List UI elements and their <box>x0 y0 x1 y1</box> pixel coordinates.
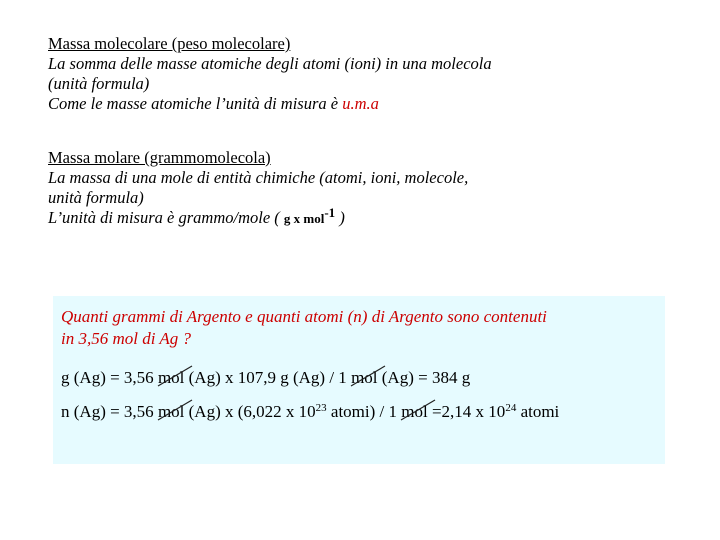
cancelled-unit-text: mol <box>401 402 428 421</box>
cancel-stroke <box>156 396 192 424</box>
unit-line <box>48 94 492 114</box>
cancelled-unit <box>351 368 377 388</box>
equation-text: (Ag) = 384 g <box>377 368 471 387</box>
exponent: 23 <box>315 402 327 414</box>
cancelled-unit-text: mol <box>351 368 378 387</box>
equation-text: (Ag) x 107,9 g (Ag) / 1 <box>184 368 352 387</box>
unit-line-text: L’unità di misura è grammo/mole ( <box>48 208 284 227</box>
unit-line <box>48 205 468 229</box>
equation-grams <box>61 368 470 388</box>
unit-uma: u.m.a <box>342 94 379 113</box>
cancelled-unit-text: mol <box>157 402 185 421</box>
example-box <box>53 296 665 464</box>
cancelled-unit <box>401 402 427 422</box>
equation-text: n (Ag) = 3,56 <box>61 402 158 421</box>
question-line: Quanti grammi di Argento e quanti atomi (n) di Argento sono contenuti <box>61 307 547 326</box>
definition-line: La massa di una mole di entità chimiche (atomi, ioni, molecole, <box>48 168 469 187</box>
definition-line: La somma delle masse atomiche degli atomi (ioni) in una molecola <box>48 54 492 73</box>
exponent: 24 <box>505 402 517 414</box>
section-molecular-mass <box>48 34 492 114</box>
unit-line-text: Come le masse atomiche l’unità di misura è <box>48 94 343 113</box>
equation-text: atomi <box>516 402 560 421</box>
unit-exponent: -1 <box>324 205 336 220</box>
equation-text: g (Ag) = 3,56 <box>61 368 158 387</box>
section-title: Massa molecolare (peso molecolare) <box>48 34 291 53</box>
equation-text: atomi) / 1 <box>326 402 402 421</box>
cancel-stroke <box>399 396 435 424</box>
equation-text: (Ag) x (6,022 x 10 <box>184 402 316 421</box>
cancelled-unit-text: mol <box>157 368 185 387</box>
cancel-stroke <box>349 362 385 390</box>
section-title: Massa molare (grammomolecola) <box>48 148 271 167</box>
question-line: in 3,56 mol di Ag ? <box>61 329 192 348</box>
cancelled-unit <box>158 402 184 422</box>
equation-atoms <box>61 402 559 422</box>
definition-line: (unità formula) <box>48 74 150 93</box>
cancelled-unit <box>158 368 184 388</box>
section-molar-mass <box>48 148 468 229</box>
definition-line: unità formula) <box>48 188 144 207</box>
equation-text: =2,14 x 10 <box>427 402 506 421</box>
unit-line-suffix: ) <box>335 208 345 227</box>
cancel-stroke <box>156 362 192 390</box>
unit-g-mol: g x mol <box>283 211 325 226</box>
